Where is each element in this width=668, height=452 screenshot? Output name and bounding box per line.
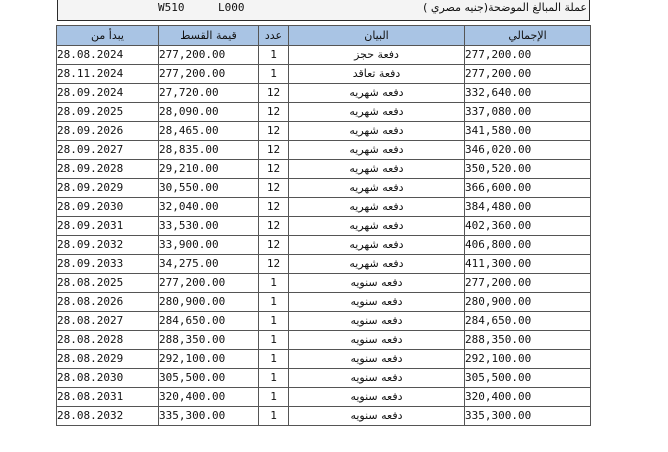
- total-cell: 346,020.00: [465, 141, 591, 160]
- description-cell: دفعه سنويه: [289, 350, 465, 369]
- description-cell: دفعه شهريه: [289, 236, 465, 255]
- installment-amount-cell: 29,210.00: [159, 160, 259, 179]
- installment-amount-cell: 32,040.00: [159, 198, 259, 217]
- count-cell: 1: [259, 312, 289, 331]
- description-cell: دفعه شهريه: [289, 122, 465, 141]
- unit-code: W510: [158, 1, 185, 14]
- count-cell: 12: [259, 84, 289, 103]
- total-cell: 335,300.00: [465, 407, 591, 426]
- table-row: [57, 274, 591, 293]
- description-cell: دفعه شهريه: [289, 198, 465, 217]
- table-body: [57, 46, 591, 426]
- table-header-row: [57, 26, 591, 46]
- table-row: [57, 160, 591, 179]
- document-header: [57, 0, 590, 21]
- table-row: [57, 217, 591, 236]
- start-date-cell: 28.09.2027: [57, 141, 159, 160]
- total-cell: 305,500.00: [465, 369, 591, 388]
- installment-amount-cell: 288,350.00: [159, 331, 259, 350]
- count-cell: 1: [259, 46, 289, 65]
- payment-schedule-table: [56, 25, 591, 426]
- installment-amount-cell: 28,465.00: [159, 122, 259, 141]
- installment-amount-cell: 277,200.00: [159, 46, 259, 65]
- installment-amount-cell: 28,835.00: [159, 141, 259, 160]
- start-date-cell: 28.09.2029: [57, 179, 159, 198]
- description-cell: دفعه شهريه: [289, 160, 465, 179]
- total-cell: 366,600.00: [465, 179, 591, 198]
- installment-amount-cell: 277,200.00: [159, 65, 259, 84]
- total-cell: 384,480.00: [465, 198, 591, 217]
- total-cell: 277,200.00: [465, 46, 591, 65]
- start-date-cell: 28.08.2024: [57, 46, 159, 65]
- table-row: [57, 388, 591, 407]
- start-date-cell: 28.09.2024: [57, 84, 159, 103]
- start-date-cell: 28.09.2031: [57, 217, 159, 236]
- description-cell: دفعه شهريه: [289, 141, 465, 160]
- column-header-total: الإجمالي: [465, 26, 591, 46]
- start-date-cell: 28.09.2028: [57, 160, 159, 179]
- start-date-cell: 28.09.2033: [57, 255, 159, 274]
- count-cell: 1: [259, 369, 289, 388]
- count-cell: 1: [259, 407, 289, 426]
- description-cell: دفعة حجز: [289, 46, 465, 65]
- table-row: [57, 350, 591, 369]
- total-cell: 320,400.00: [465, 388, 591, 407]
- column-header-description: البيان: [289, 26, 465, 46]
- installment-amount-cell: 280,900.00: [159, 293, 259, 312]
- total-cell: 280,900.00: [465, 293, 591, 312]
- installment-amount-cell: 305,500.00: [159, 369, 259, 388]
- table-row: [57, 407, 591, 426]
- description-cell: دفعه شهريه: [289, 255, 465, 274]
- description-cell: دفعه سنويه: [289, 293, 465, 312]
- total-cell: 411,300.00: [465, 255, 591, 274]
- column-header-installment: قيمة القسط: [159, 26, 259, 46]
- count-cell: 1: [259, 388, 289, 407]
- table-row: [57, 122, 591, 141]
- installment-amount-cell: 33,900.00: [159, 236, 259, 255]
- start-date-cell: 28.09.2026: [57, 122, 159, 141]
- start-date-cell: 28.08.2028: [57, 331, 159, 350]
- description-cell: دفعة تعاقد: [289, 65, 465, 84]
- start-date-cell: 28.09.2030: [57, 198, 159, 217]
- installment-amount-cell: 34,275.00: [159, 255, 259, 274]
- description-cell: دفعه سنويه: [289, 407, 465, 426]
- description-cell: دفعه سنويه: [289, 369, 465, 388]
- start-date-cell: 28.08.2025: [57, 274, 159, 293]
- installment-amount-cell: 33,530.00: [159, 217, 259, 236]
- description-cell: دفعه شهريه: [289, 103, 465, 122]
- start-date-cell: 28.11.2024: [57, 65, 159, 84]
- description-cell: دفعه سنويه: [289, 312, 465, 331]
- description-cell: دفعه شهريه: [289, 217, 465, 236]
- count-cell: 1: [259, 293, 289, 312]
- total-cell: 277,200.00: [465, 65, 591, 84]
- count-cell: 12: [259, 160, 289, 179]
- installment-amount-cell: 277,200.00: [159, 274, 259, 293]
- count-cell: 12: [259, 255, 289, 274]
- installment-amount-cell: 30,550.00: [159, 179, 259, 198]
- table-row: [57, 65, 591, 84]
- description-cell: دفعه سنويه: [289, 274, 465, 293]
- start-date-cell: 28.09.2032: [57, 236, 159, 255]
- count-cell: 1: [259, 350, 289, 369]
- count-cell: 12: [259, 122, 289, 141]
- start-date-cell: 28.08.2026: [57, 293, 159, 312]
- description-cell: دفعه شهريه: [289, 84, 465, 103]
- table-row: [57, 331, 591, 350]
- count-cell: 1: [259, 65, 289, 84]
- total-cell: 284,650.00: [465, 312, 591, 331]
- installment-amount-cell: 28,090.00: [159, 103, 259, 122]
- count-cell: 12: [259, 141, 289, 160]
- start-date-cell: 28.08.2032: [57, 407, 159, 426]
- count-cell: 1: [259, 274, 289, 293]
- table-row: [57, 369, 591, 388]
- column-header-count: عدد: [259, 26, 289, 46]
- table-row: [57, 236, 591, 255]
- total-cell: 402,360.00: [465, 217, 591, 236]
- installment-amount-cell: 335,300.00: [159, 407, 259, 426]
- table-row: [57, 141, 591, 160]
- start-date-cell: 28.09.2025: [57, 103, 159, 122]
- table-row: [57, 293, 591, 312]
- start-date-cell: 28.08.2029: [57, 350, 159, 369]
- table-row: [57, 198, 591, 217]
- table-row: [57, 179, 591, 198]
- total-cell: 332,640.00: [465, 84, 591, 103]
- count-cell: 12: [259, 198, 289, 217]
- total-cell: 406,800.00: [465, 236, 591, 255]
- currency-note: عملة المبالغ الموضحة(جنيه مصري ): [423, 1, 587, 14]
- description-cell: دفعه سنويه: [289, 331, 465, 350]
- start-date-cell: 28.08.2031: [57, 388, 159, 407]
- total-cell: 337,080.00: [465, 103, 591, 122]
- table-row: [57, 103, 591, 122]
- count-cell: 12: [259, 103, 289, 122]
- table-row: [57, 46, 591, 65]
- description-cell: دفعه سنويه: [289, 388, 465, 407]
- column-header-start: يبدأ من: [57, 26, 159, 46]
- description-cell: دفعه شهريه: [289, 179, 465, 198]
- floor-code: L000: [218, 1, 245, 14]
- start-date-cell: 28.08.2030: [57, 369, 159, 388]
- installment-amount-cell: 320,400.00: [159, 388, 259, 407]
- total-cell: 341,580.00: [465, 122, 591, 141]
- installment-amount-cell: 27,720.00: [159, 84, 259, 103]
- count-cell: 12: [259, 217, 289, 236]
- start-date-cell: 28.08.2027: [57, 312, 159, 331]
- total-cell: 292,100.00: [465, 350, 591, 369]
- table-row: [57, 84, 591, 103]
- table-row: [57, 312, 591, 331]
- table-row: [57, 255, 591, 274]
- count-cell: 12: [259, 179, 289, 198]
- count-cell: 12: [259, 236, 289, 255]
- count-cell: 1: [259, 331, 289, 350]
- total-cell: 288,350.00: [465, 331, 591, 350]
- installment-amount-cell: 292,100.00: [159, 350, 259, 369]
- installment-amount-cell: 284,650.00: [159, 312, 259, 331]
- total-cell: 350,520.00: [465, 160, 591, 179]
- total-cell: 277,200.00: [465, 274, 591, 293]
